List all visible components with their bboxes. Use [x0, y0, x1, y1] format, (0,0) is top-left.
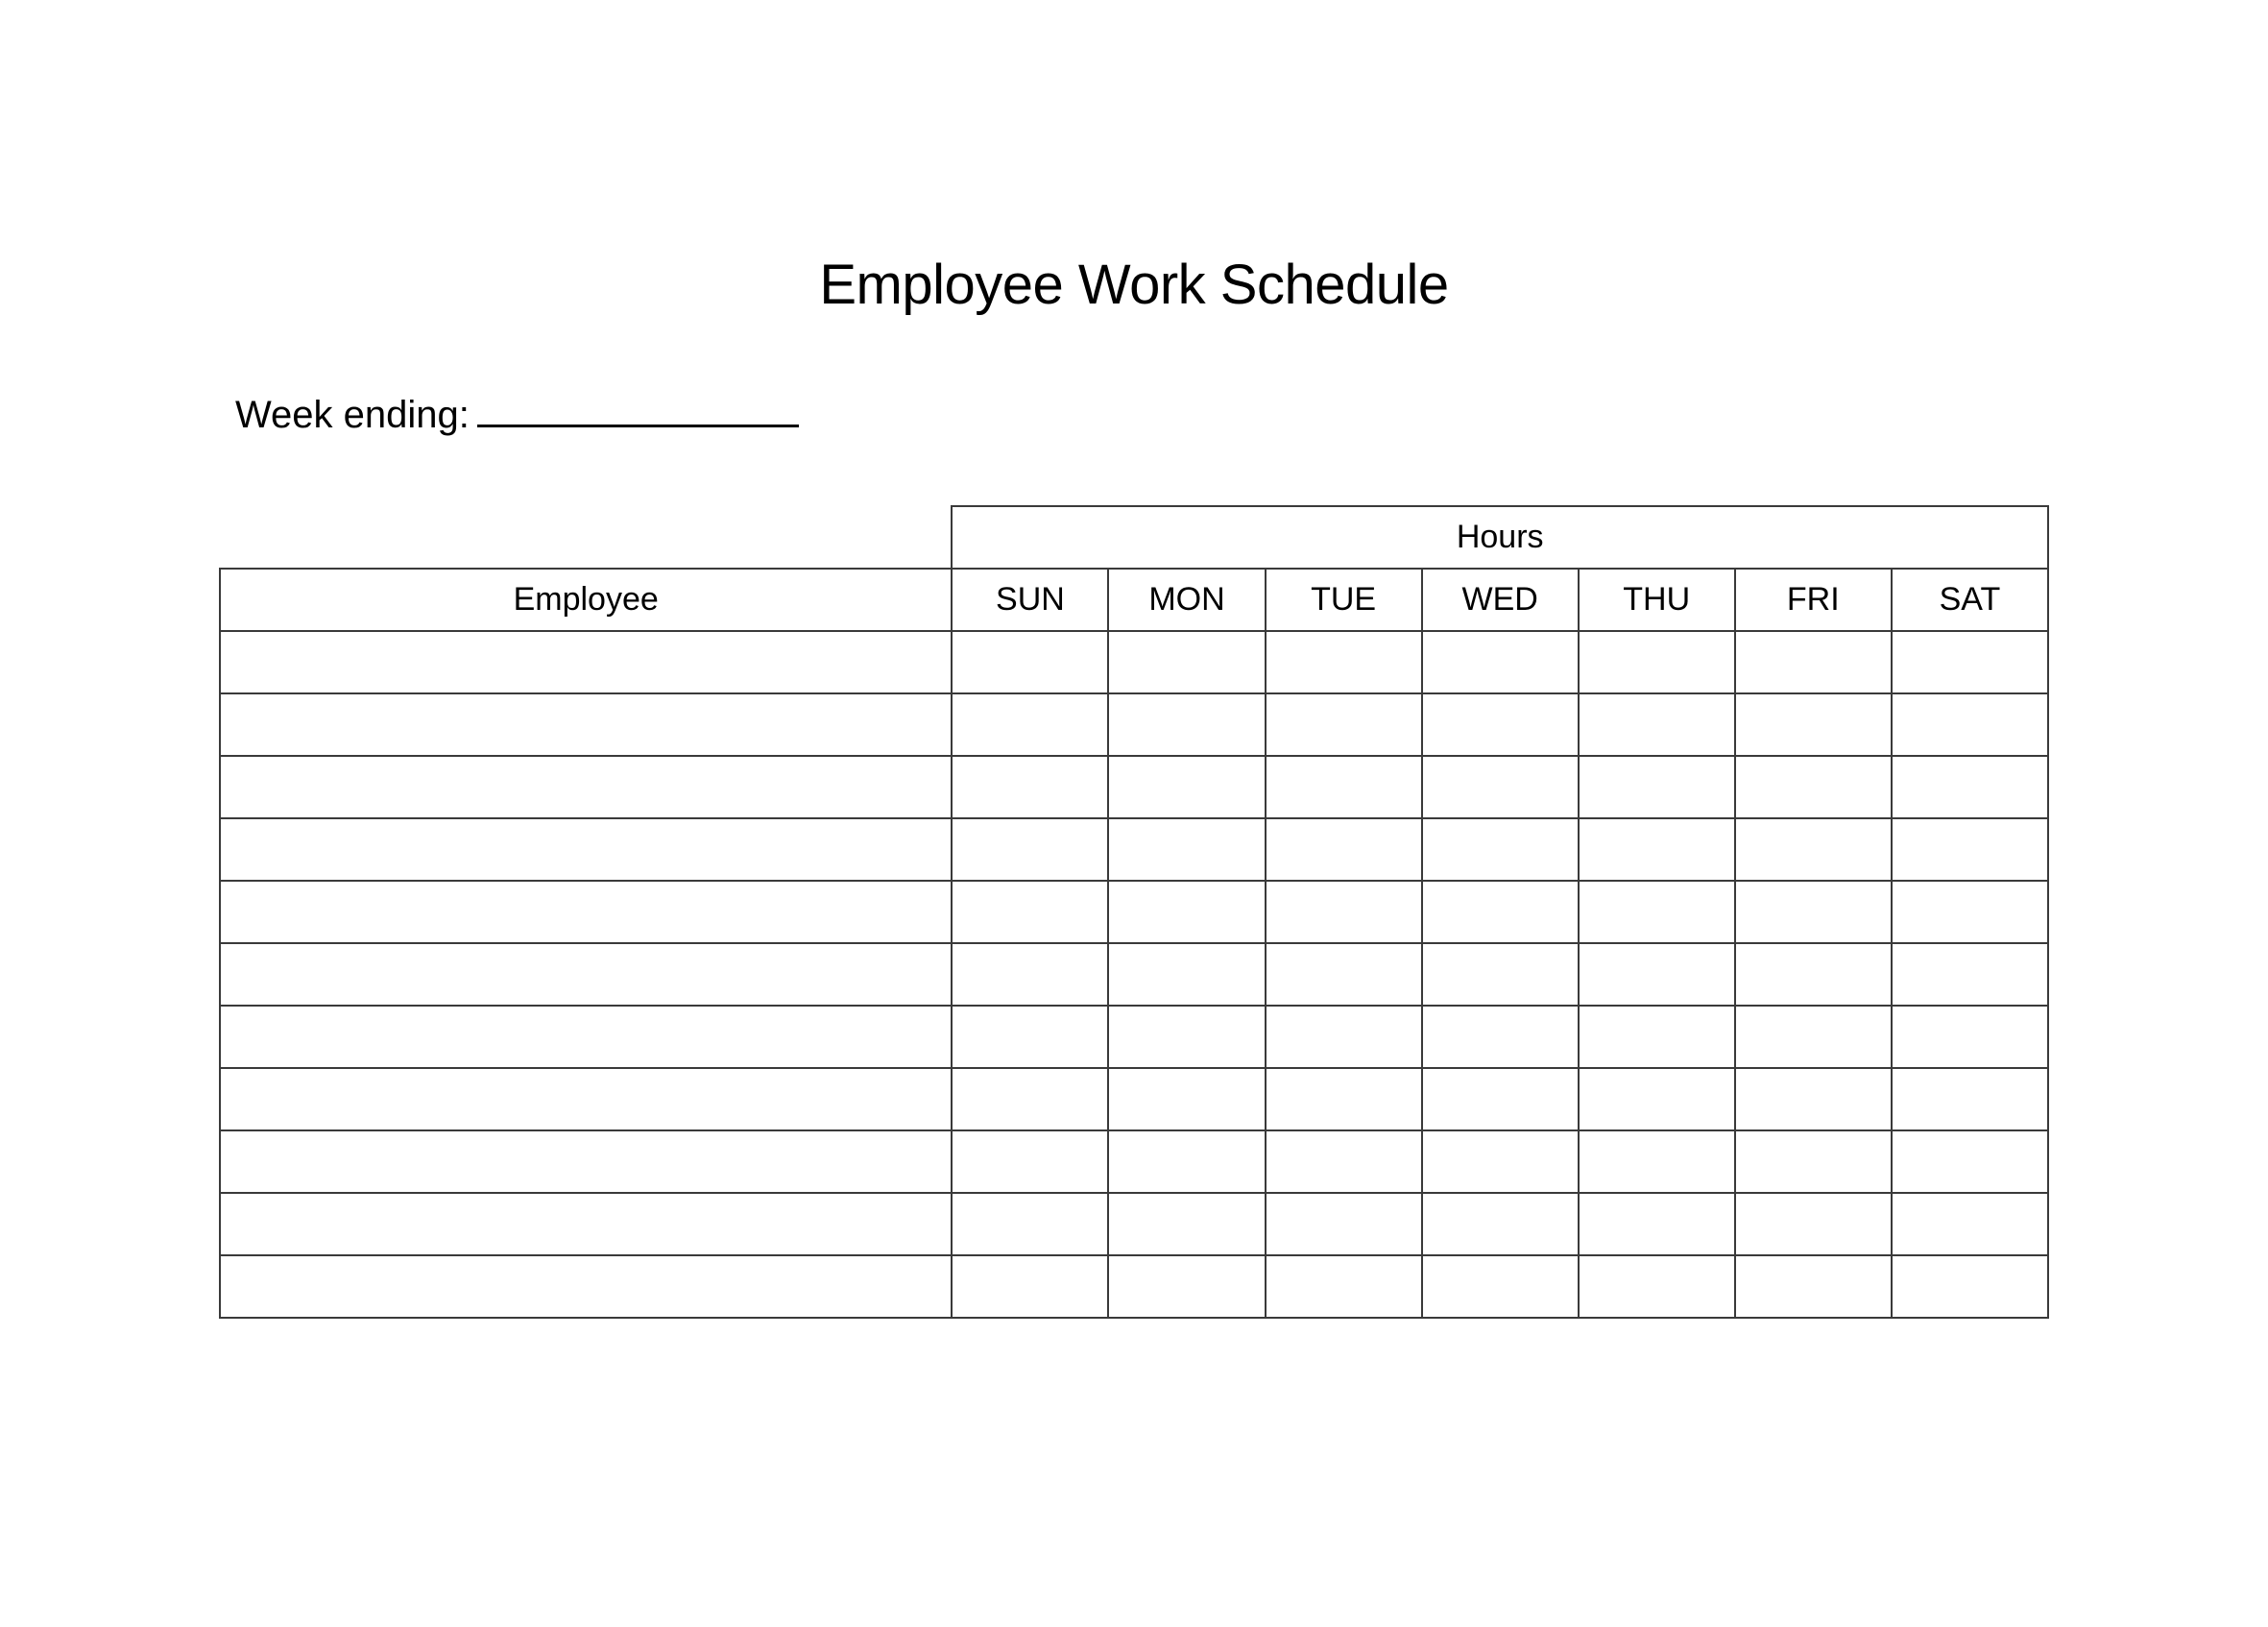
- hours-cell-sun[interactable]: [952, 756, 1108, 818]
- hours-cell-sat[interactable]: [1892, 1255, 2048, 1318]
- hours-cell-thu[interactable]: [1579, 756, 1735, 818]
- employee-cell[interactable]: [220, 943, 952, 1006]
- hours-cell-sun[interactable]: [952, 1068, 1108, 1130]
- hours-cell-thu[interactable]: [1579, 1006, 1735, 1068]
- page-title: Employee Work Schedule: [819, 254, 1449, 316]
- table-row: [220, 943, 2048, 1006]
- hours-cell-mon[interactable]: [1108, 1068, 1265, 1130]
- day-header-fri: FRI: [1735, 569, 1892, 631]
- hours-cell-mon[interactable]: [1108, 1006, 1265, 1068]
- employee-cell[interactable]: [220, 631, 952, 693]
- hours-cell-fri[interactable]: [1735, 881, 1892, 943]
- hours-cell-mon[interactable]: [1108, 693, 1265, 756]
- schedule-table: [219, 505, 2049, 1319]
- employee-header: Employee: [220, 569, 952, 631]
- employee-cell[interactable]: [220, 693, 952, 756]
- week-ending-blank[interactable]: [477, 386, 799, 427]
- employee-cell[interactable]: [220, 756, 952, 818]
- hours-cell-mon[interactable]: [1108, 943, 1265, 1006]
- hours-cell-mon[interactable]: [1108, 756, 1265, 818]
- day-header-sat: SAT: [1892, 569, 2048, 631]
- hours-cell-wed[interactable]: [1422, 943, 1579, 1006]
- table-row: [220, 756, 2048, 818]
- hours-cell-fri[interactable]: [1735, 693, 1892, 756]
- hours-cell-thu[interactable]: [1579, 881, 1735, 943]
- hours-cell-wed[interactable]: [1422, 1006, 1579, 1068]
- column-header-row: [220, 569, 2048, 631]
- hours-cell-tue[interactable]: [1266, 693, 1422, 756]
- hours-cell-sat[interactable]: [1892, 881, 2048, 943]
- day-header-sun: SUN: [952, 569, 1108, 631]
- hours-cell-mon[interactable]: [1108, 818, 1265, 881]
- hours-cell-sat[interactable]: [1892, 756, 2048, 818]
- hours-cell-fri[interactable]: [1735, 943, 1892, 1006]
- hours-cell-tue[interactable]: [1266, 818, 1422, 881]
- hours-header: Hours: [952, 506, 2048, 569]
- day-header-thu: THU: [1579, 569, 1735, 631]
- hours-cell-tue[interactable]: [1266, 1068, 1422, 1130]
- hours-cell-tue[interactable]: [1266, 1130, 1422, 1193]
- hours-cell-sun[interactable]: [952, 943, 1108, 1006]
- employee-cell[interactable]: [220, 1255, 952, 1318]
- table-row: [220, 1006, 2048, 1068]
- hours-cell-sat[interactable]: [1892, 818, 2048, 881]
- hours-cell-sat[interactable]: [1892, 631, 2048, 693]
- hours-cell-thu[interactable]: [1579, 818, 1735, 881]
- employee-cell[interactable]: [220, 1130, 952, 1193]
- hours-cell-thu[interactable]: [1579, 1130, 1735, 1193]
- table-row: [220, 1255, 2048, 1318]
- hours-cell-wed[interactable]: [1422, 693, 1579, 756]
- hours-cell-sat[interactable]: [1892, 1006, 2048, 1068]
- hours-cell-tue[interactable]: [1266, 1193, 1422, 1255]
- hours-cell-wed[interactable]: [1422, 756, 1579, 818]
- hours-cell-fri[interactable]: [1735, 1068, 1892, 1130]
- day-header-mon: MON: [1108, 569, 1265, 631]
- table-row: [220, 1130, 2048, 1193]
- hours-cell-sat[interactable]: [1892, 1193, 2048, 1255]
- employee-cell[interactable]: [220, 1193, 952, 1255]
- employee-cell[interactable]: [220, 1006, 952, 1068]
- hours-cell-mon[interactable]: [1108, 1193, 1265, 1255]
- hours-cell-sun[interactable]: [952, 1255, 1108, 1318]
- hours-cell-fri[interactable]: [1735, 818, 1892, 881]
- day-header-tue: TUE: [1266, 569, 1422, 631]
- table-row: [220, 1193, 2048, 1255]
- hours-cell-wed[interactable]: [1422, 881, 1579, 943]
- table-row: [220, 881, 2048, 943]
- hours-cell-fri[interactable]: [1735, 1130, 1892, 1193]
- hours-cell-tue[interactable]: [1266, 631, 1422, 693]
- hours-cell-fri[interactable]: [1735, 631, 1892, 693]
- hours-cell-tue[interactable]: [1266, 756, 1422, 818]
- employee-cell[interactable]: [220, 881, 952, 943]
- week-ending-label: Week ending:: [235, 394, 470, 436]
- table-row: [220, 631, 2048, 693]
- hours-cell-thu[interactable]: [1579, 1068, 1735, 1130]
- employee-cell[interactable]: [220, 1068, 952, 1130]
- hours-cell-mon[interactable]: [1108, 1255, 1265, 1318]
- hours-cell-wed[interactable]: [1422, 818, 1579, 881]
- hours-cell-fri[interactable]: [1735, 1006, 1892, 1068]
- hours-cell-mon[interactable]: [1108, 1130, 1265, 1193]
- hours-cell-sun[interactable]: [952, 1006, 1108, 1068]
- table-row: [220, 818, 2048, 881]
- hours-cell-mon[interactable]: [1108, 631, 1265, 693]
- day-header-wed: WED: [1422, 569, 1579, 631]
- hours-cell-wed[interactable]: [1422, 1068, 1579, 1130]
- blank-corner-cell: [220, 506, 952, 569]
- hours-cell-tue[interactable]: [1266, 1006, 1422, 1068]
- hours-cell-tue[interactable]: [1266, 1255, 1422, 1318]
- hours-cell-sat[interactable]: [1892, 1068, 2048, 1130]
- hours-cell-fri[interactable]: [1735, 1255, 1892, 1318]
- table-row: [220, 693, 2048, 756]
- hours-cell-fri[interactable]: [1735, 1193, 1892, 1255]
- hours-cell-sat[interactable]: [1892, 693, 2048, 756]
- hours-cell-thu[interactable]: [1579, 1193, 1735, 1255]
- hours-cell-wed[interactable]: [1422, 631, 1579, 693]
- hours-cell-thu[interactable]: [1579, 631, 1735, 693]
- schedule-body: [220, 631, 2048, 1318]
- hours-cell-sun[interactable]: [952, 693, 1108, 756]
- hours-cell-tue[interactable]: [1266, 881, 1422, 943]
- hours-cell-sun[interactable]: [952, 1130, 1108, 1193]
- hours-cell-sun[interactable]: [952, 631, 1108, 693]
- hours-cell-sun[interactable]: [952, 1193, 1108, 1255]
- hours-cell-sun[interactable]: [952, 881, 1108, 943]
- hours-cell-fri[interactable]: [1735, 756, 1892, 818]
- hours-cell-tue[interactable]: [1266, 943, 1422, 1006]
- hours-cell-sat[interactable]: [1892, 1130, 2048, 1193]
- employee-cell[interactable]: [220, 818, 952, 881]
- hours-cell-mon[interactable]: [1108, 881, 1265, 943]
- hours-cell-thu[interactable]: [1579, 1255, 1735, 1318]
- hours-cell-thu[interactable]: [1579, 693, 1735, 756]
- hours-cell-wed[interactable]: [1422, 1130, 1579, 1193]
- hours-cell-wed[interactable]: [1422, 1255, 1579, 1318]
- week-ending-line: [235, 386, 799, 442]
- hours-cell-sat[interactable]: [1892, 943, 2048, 1006]
- hours-cell-thu[interactable]: [1579, 943, 1735, 1006]
- group-header-row: [220, 506, 2048, 569]
- hours-cell-wed[interactable]: [1422, 1193, 1579, 1255]
- table-row: [220, 1068, 2048, 1130]
- hours-cell-sun[interactable]: [952, 818, 1108, 881]
